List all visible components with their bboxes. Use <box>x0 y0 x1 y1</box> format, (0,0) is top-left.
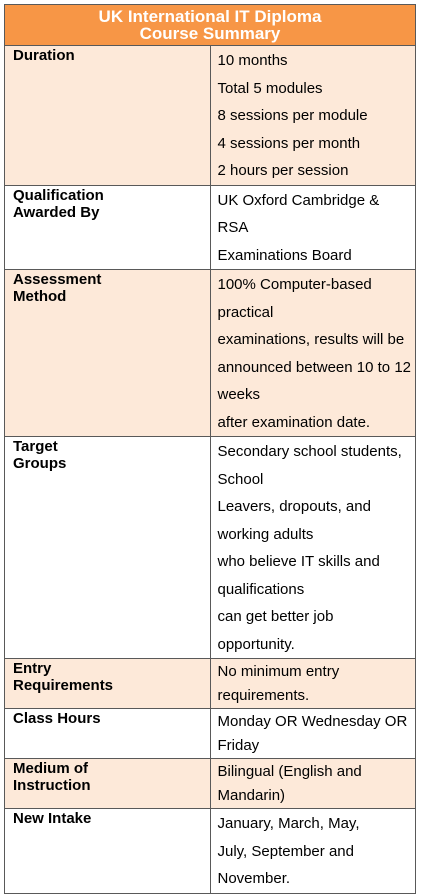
row-value-line: 100% Computer-based practical <box>217 276 372 321</box>
row-value <box>210 437 416 659</box>
row-label-line: New Intake <box>13 810 92 827</box>
row-value-line: examinations, results will be <box>217 331 405 348</box>
row-value <box>210 709 416 759</box>
row-value <box>210 46 416 186</box>
row-duration <box>5 46 416 186</box>
row-value-line: who believe IT skills and qualifications <box>217 553 380 598</box>
row-qualification <box>5 185 416 270</box>
row-value-line: 2 hours per session <box>217 162 349 179</box>
table-title-line-1: UK International IT Diploma <box>98 7 322 26</box>
row-label-line: Method <box>13 288 67 305</box>
row-value-line: Bilingual (English and Mandarin) <box>217 763 362 804</box>
row-value-line: Total 5 modules <box>217 79 323 97</box>
row-value <box>210 659 416 709</box>
row-label-line: Duration <box>13 47 75 64</box>
row-value <box>210 185 416 270</box>
row-label-line: Requirements <box>13 677 114 694</box>
row-value <box>210 759 416 809</box>
row-value-line: UK Oxford Cambridge & RSA <box>217 191 380 236</box>
row-label-line: Groups <box>13 455 67 472</box>
row-label <box>5 759 211 809</box>
table-header-row <box>5 5 416 46</box>
row-label <box>5 659 211 709</box>
row-value-line: can get better job opportunity. <box>217 608 334 653</box>
row-label-line: Assessment <box>13 271 102 288</box>
table-title <box>5 5 416 46</box>
row-value-line: Monday OR Wednesday OR Friday <box>217 713 408 754</box>
row-value-line: announced between 10 to 12 weeks <box>217 358 411 403</box>
row-label-line: Target <box>13 438 58 455</box>
row-value-line: January, March, May, <box>217 815 360 832</box>
course-summary-table <box>4 4 416 894</box>
row-value <box>210 809 416 894</box>
row-value-line: 4 sessions per month <box>217 134 361 152</box>
row-value-line: Secondary school students, School <box>217 443 402 488</box>
row-value <box>210 270 416 437</box>
row-value-line: 8 sessions per module <box>217 107 368 124</box>
row-label-line: Qualification <box>13 186 104 204</box>
row-target-groups <box>5 437 416 659</box>
row-medium-of-instruction <box>5 759 416 809</box>
row-label-line: Class Hours <box>13 710 101 727</box>
row-value-line: No minimum entry requirements. <box>217 663 340 704</box>
row-label <box>5 437 211 659</box>
row-assessment <box>5 270 416 437</box>
row-label <box>5 185 211 270</box>
row-label <box>5 46 211 186</box>
table-title-line-2: Course Summary <box>139 24 281 43</box>
row-label <box>5 709 211 759</box>
row-label-line: Medium of <box>13 760 88 777</box>
row-value-line: 10 months <box>217 52 288 69</box>
row-label <box>5 270 211 437</box>
row-label-line: Entry <box>13 660 52 677</box>
row-entry-requirements <box>5 659 416 709</box>
row-value-line: after examination date. <box>217 413 371 431</box>
row-new-intake <box>5 809 416 894</box>
row-value-line: July, September and November. <box>217 842 354 887</box>
row-label-line: Awarded By <box>13 203 100 221</box>
row-value-line: Leavers, dropouts, and working adults <box>217 498 371 543</box>
row-label <box>5 809 211 894</box>
row-label-line: Instruction <box>13 777 91 794</box>
row-class-hours <box>5 709 416 759</box>
row-value-line: Examinations Board <box>217 246 352 264</box>
